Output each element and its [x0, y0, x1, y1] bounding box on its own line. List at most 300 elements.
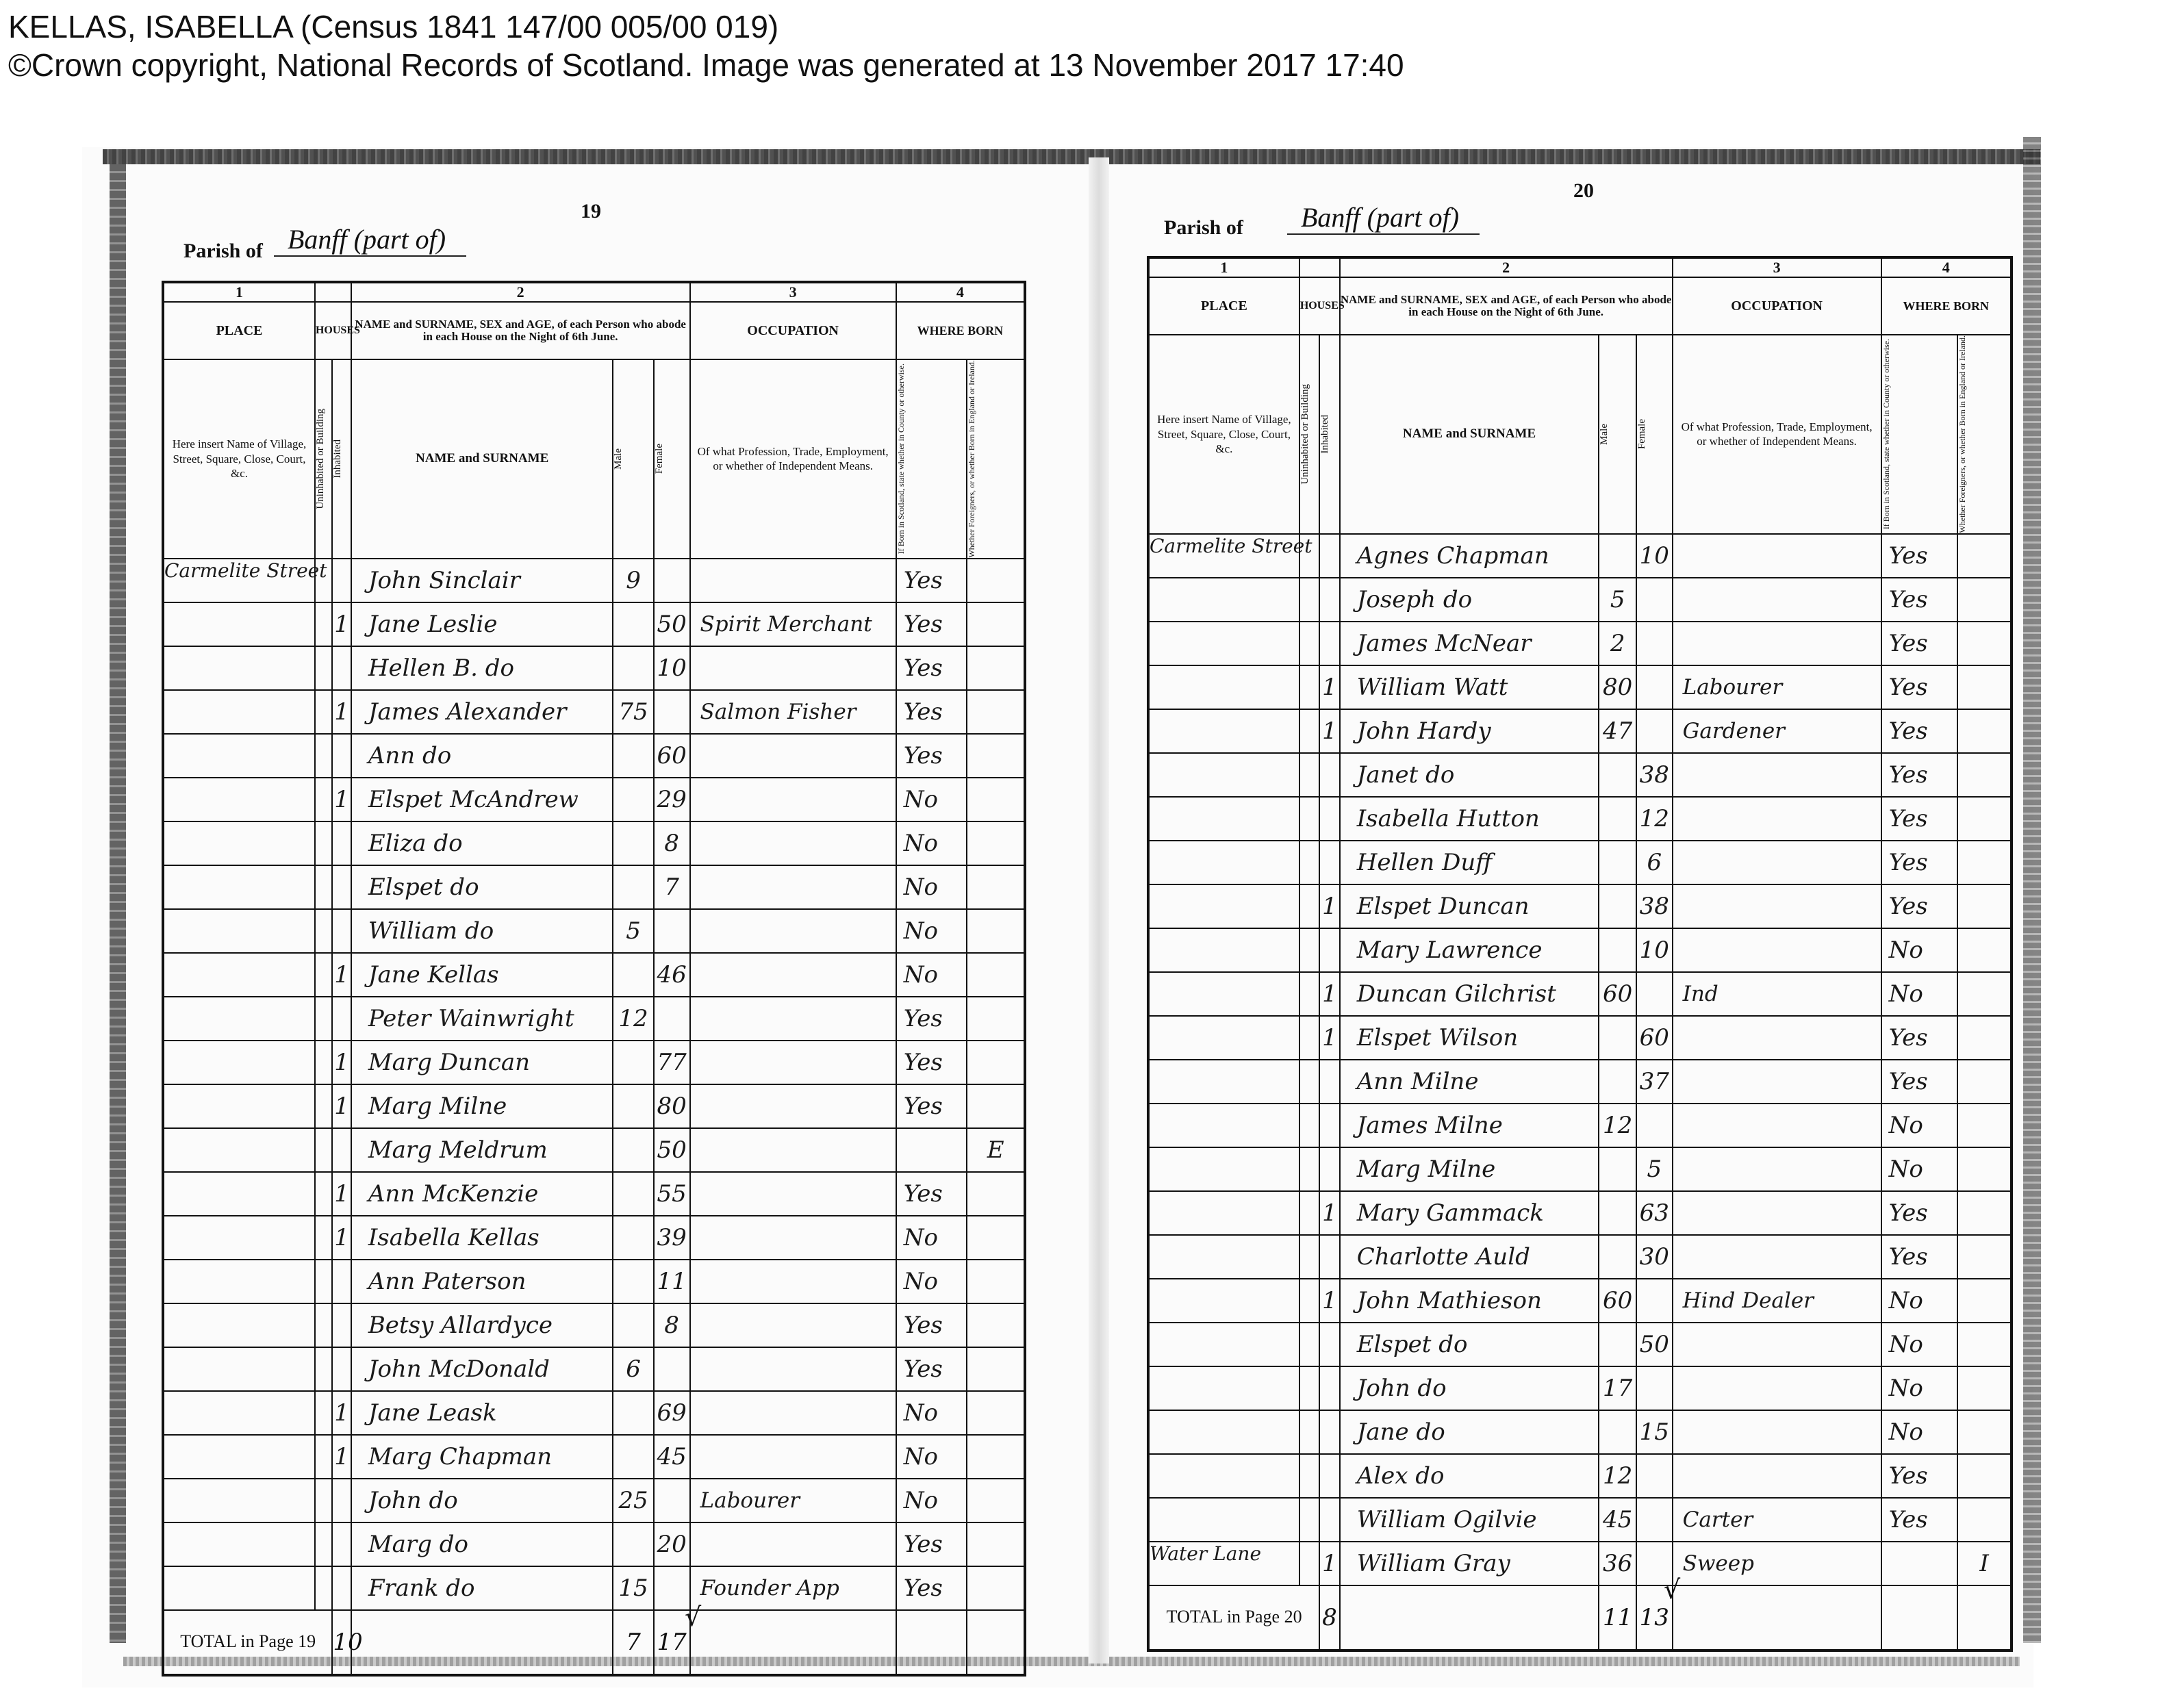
table-row: [163, 734, 1025, 778]
occupation-cell: [1673, 797, 1881, 841]
occupation-cell: [1673, 1235, 1881, 1279]
name-cell: James Alexander: [351, 690, 613, 734]
uninhabited-cell: [1299, 753, 1319, 797]
male-age-cell: [613, 1391, 653, 1435]
female-age-cell: [1636, 1498, 1673, 1542]
inhabited-cell: 1: [332, 1084, 351, 1128]
occupation-cell: [690, 646, 896, 690]
total-houses: 8: [1319, 1585, 1339, 1650]
inhabited-cell: [332, 1566, 351, 1610]
uninhabited-header: Uninhabited or Building: [314, 408, 326, 509]
uninhabited-cell: [1299, 665, 1319, 709]
col-number: 1: [163, 282, 315, 302]
female-age-cell: 39: [654, 1216, 690, 1260]
inhabited-cell: [332, 1347, 351, 1391]
male-age-cell: [1599, 753, 1636, 797]
uninhabited-cell: [1299, 1323, 1319, 1366]
name-cell: John Hardy: [1340, 709, 1599, 753]
total-label: TOTAL in Page 20: [1148, 1585, 1319, 1650]
born-county-cell: Yes: [896, 1084, 967, 1128]
male-age-cell: 6: [613, 1347, 653, 1391]
place-header: PLACE: [163, 302, 315, 359]
born-county-cell: No: [1881, 1147, 1957, 1191]
place-cell: [1148, 1191, 1299, 1235]
occupation-cell: [690, 1084, 896, 1128]
born-foreign-cell: [1957, 534, 2012, 578]
male-age-cell: [1599, 1191, 1636, 1235]
table-row: [163, 953, 1025, 997]
uninhabited-cell: [315, 734, 332, 778]
table-row: [163, 865, 1025, 909]
table-row: [163, 1303, 1025, 1347]
name-cell: William Ogilvie: [1340, 1498, 1599, 1542]
where-born-header: WHERE BORN: [896, 302, 1025, 359]
male-age-cell: [613, 1041, 653, 1084]
born-county-cell: No: [896, 1435, 967, 1479]
female-age-cell: 45: [654, 1435, 690, 1479]
inhabited-cell: [1319, 1323, 1339, 1366]
place-cell: [163, 1522, 315, 1566]
table-row: [163, 1041, 1025, 1084]
male-age-cell: 12: [1599, 1454, 1636, 1498]
occupation-cell: [1673, 884, 1881, 928]
occupation-cell: [1673, 1454, 1881, 1498]
place-cell: [163, 1479, 315, 1522]
born-county-cell: Yes: [1881, 534, 1957, 578]
inhabited-cell: 1: [332, 1435, 351, 1479]
place-cell: [1148, 1323, 1299, 1366]
male-age-cell: 15: [613, 1566, 653, 1610]
female-age-cell: [1636, 1366, 1673, 1410]
inhabited-cell: [332, 1522, 351, 1566]
male-age-cell: [1599, 1060, 1636, 1104]
uninhabited-cell: [1299, 1104, 1319, 1147]
place-cell: [163, 1347, 315, 1391]
uninhabited-cell: [315, 602, 332, 646]
born-county-cell: Yes: [896, 1566, 967, 1610]
female-age-cell: 30: [1636, 1235, 1673, 1279]
occupation-cell: [1673, 1410, 1881, 1454]
uninhabited-cell: [315, 1435, 332, 1479]
female-age-cell: 37: [1636, 1060, 1673, 1104]
born-county-cell: Yes: [1881, 578, 1957, 622]
name-cell: Jane Leslie: [351, 602, 613, 646]
occupation-cell: [690, 1128, 896, 1172]
total-houses: 10: [332, 1610, 351, 1675]
name-cell: James Milne: [1340, 1104, 1599, 1147]
inhabited-cell: [332, 559, 351, 602]
male-age-cell: 5: [613, 909, 653, 953]
check-mark-icon: √: [1664, 1575, 1681, 1605]
name-cell: Elspet McAndrew: [351, 778, 613, 821]
uninhabited-cell: [1299, 578, 1319, 622]
born-foreign-cell: [1957, 1498, 2012, 1542]
place-cell: [163, 602, 315, 646]
male-age-cell: [1599, 884, 1636, 928]
name-cell: Isabella Hutton: [1340, 797, 1599, 841]
houses-header: HOUSES: [1299, 277, 1340, 335]
inhabited-cell: 1: [332, 778, 351, 821]
born-foreign-cell: [967, 1260, 1025, 1303]
born-county-cell: No: [896, 909, 967, 953]
male-age-cell: [1599, 1016, 1636, 1060]
table-row: [1148, 1060, 2012, 1104]
born-county-cell: [1881, 1542, 1957, 1585]
male-age-cell: 12: [1599, 1104, 1636, 1147]
place-cell: [163, 1435, 315, 1479]
female-age-cell: 77: [654, 1041, 690, 1084]
table-row: [163, 1084, 1025, 1128]
born-foreign-cell: [1957, 1410, 2012, 1454]
born-county-cell: No: [1881, 1366, 1957, 1410]
name-cell: John Mathieson: [1340, 1279, 1599, 1323]
table-row: [163, 821, 1025, 865]
name-cell: John McDonald: [351, 1347, 613, 1391]
inhabited-cell: [1319, 841, 1339, 884]
occupation-cell: [690, 1216, 896, 1260]
born-county-cell: Yes: [1881, 1016, 1957, 1060]
born-county-cell: Yes: [896, 646, 967, 690]
name-cell: Peter Wainwright: [351, 997, 613, 1041]
name-cell: William Watt: [1340, 665, 1599, 709]
uninhabited-cell: [315, 1172, 332, 1216]
born-foreign-cell: [1957, 1366, 2012, 1410]
female-age-cell: [1636, 1104, 1673, 1147]
inhabited-cell: [1319, 578, 1339, 622]
male-age-cell: [613, 953, 653, 997]
female-age-cell: 63: [1636, 1191, 1673, 1235]
occupation-cell: [1673, 1366, 1881, 1410]
table-row: [163, 1347, 1025, 1391]
born-foreign-cell: [967, 602, 1025, 646]
table-row: [163, 602, 1025, 646]
uninhabited-cell: [1299, 1147, 1319, 1191]
name-cell: Ann Paterson: [351, 1260, 613, 1303]
occupation-cell: [1673, 841, 1881, 884]
occupation-cell: Spirit Merchant: [690, 602, 896, 646]
col-number: 2: [351, 282, 690, 302]
inhabited-cell: 1: [1319, 1016, 1339, 1060]
col-number: 1: [1148, 257, 1299, 277]
born-foreign-cell: [967, 1303, 1025, 1347]
place-cell: [163, 1216, 315, 1260]
name-cell: Joseph do: [1340, 578, 1599, 622]
inhabited-cell: [1319, 1104, 1339, 1147]
female-age-cell: 55: [654, 1172, 690, 1216]
born-foreign-cell: [1957, 622, 2012, 665]
name-cell: Jane Leask: [351, 1391, 613, 1435]
place-cell: [163, 1303, 315, 1347]
uninhabited-cell: [315, 953, 332, 997]
born-foreign-cell: I: [1957, 1542, 2012, 1585]
born-foreign-cell: [967, 1522, 1025, 1566]
male-header: Male: [613, 448, 624, 470]
uninhabited-cell: [1299, 884, 1319, 928]
female-age-cell: 38: [1636, 884, 1673, 928]
born-foreign-cell: [967, 646, 1025, 690]
inhabited-cell: [332, 1303, 351, 1347]
name-cell: Duncan Gilchrist: [1340, 972, 1599, 1016]
place-cell: [1148, 1235, 1299, 1279]
occupation-cell: [690, 559, 896, 602]
occupation-cell: [1673, 1147, 1881, 1191]
born-county-cell: No: [1881, 928, 1957, 972]
total-female: 17: [654, 1610, 690, 1675]
born-county-cell: No: [896, 953, 967, 997]
table-row: [1148, 972, 2012, 1016]
name-cell: William do: [351, 909, 613, 953]
female-age-cell: 15: [1636, 1410, 1673, 1454]
occupation-cell: [1673, 578, 1881, 622]
born-foreign-header: Whether Foreigners, or whether Born in England or Ireland.: [1957, 335, 1968, 533]
name-header: NAME and SURNAME: [351, 359, 613, 559]
table-row: [1148, 1147, 2012, 1191]
female-age-cell: 8: [654, 1303, 690, 1347]
place-cell: [163, 953, 315, 997]
male-age-cell: 12: [613, 997, 653, 1041]
inhabited-cell: [1319, 622, 1339, 665]
occupation-cell: [690, 1172, 896, 1216]
table-row: [1148, 1410, 2012, 1454]
uninhabited-cell: [1299, 1542, 1319, 1585]
occupation-cell: [690, 734, 896, 778]
born-county-cell: No: [1881, 1323, 1957, 1366]
uninhabited-cell: [1299, 1279, 1319, 1323]
born-foreign-cell: [1957, 1060, 2012, 1104]
female-age-cell: [654, 690, 690, 734]
occupation-header: OCCUPATION: [690, 302, 896, 359]
table-row: [1148, 665, 2012, 709]
name-header: NAME and SURNAME: [1340, 335, 1599, 534]
table-row: [163, 1566, 1025, 1610]
born-county-header: If Born in Scotland, state whether in County or otherwise.: [896, 364, 906, 555]
name-cell: Hellen Duff: [1340, 841, 1599, 884]
col-number: 4: [896, 282, 1025, 302]
male-age-cell: 60: [1599, 1279, 1636, 1323]
uninhabited-cell: [1299, 1016, 1319, 1060]
occupation-cell: Labourer: [690, 1479, 896, 1522]
occupation-cell: Sweep: [1673, 1542, 1881, 1585]
place-cell: [1148, 665, 1299, 709]
place-cell: [1148, 928, 1299, 972]
name-cell: Agnes Chapman: [1340, 534, 1599, 578]
name-cell: James McNear: [1340, 622, 1599, 665]
table-row: [1148, 1366, 2012, 1410]
uninhabited-cell: [315, 690, 332, 734]
inhabited-cell: [1319, 928, 1339, 972]
born-foreign-cell: [967, 1435, 1025, 1479]
name-cell: Mary Lawrence: [1340, 928, 1599, 972]
inhabited-cell: 1: [1319, 1542, 1339, 1585]
born-county-cell: Yes: [1881, 1498, 1957, 1542]
occupation-cell: Labourer: [1673, 665, 1881, 709]
born-foreign-cell: [967, 1347, 1025, 1391]
female-age-cell: 5: [1636, 1147, 1673, 1191]
born-county-cell: Yes: [1881, 841, 1957, 884]
place-cell: [1148, 1147, 1299, 1191]
place-cell: [1148, 1410, 1299, 1454]
table-row: [1148, 1542, 2012, 1585]
female-age-cell: 10: [654, 646, 690, 690]
male-age-cell: 75: [613, 690, 653, 734]
place-cell: [1148, 1060, 1299, 1104]
female-age-cell: 10: [1636, 534, 1673, 578]
female-age-cell: [1636, 1279, 1673, 1323]
inhabited-cell: 1: [332, 690, 351, 734]
total-female: 13: [1636, 1585, 1673, 1650]
place-cell: [163, 821, 315, 865]
born-foreign-cell: [967, 1216, 1025, 1260]
table-row: [1148, 1191, 2012, 1235]
occupation-cell: [690, 1260, 896, 1303]
born-county-cell: [896, 1128, 967, 1172]
place-cell: [163, 1391, 315, 1435]
born-county-cell: Yes: [896, 1172, 967, 1216]
uninhabited-cell: [315, 1260, 332, 1303]
born-foreign-cell: [1957, 1454, 2012, 1498]
name-cell: Elspet Wilson: [1340, 1016, 1599, 1060]
table-row: [163, 997, 1025, 1041]
place-cell: [1148, 1454, 1299, 1498]
born-foreign-cell: [967, 1041, 1025, 1084]
born-foreign-cell: [1957, 709, 2012, 753]
occupation-cell: Ind: [1673, 972, 1881, 1016]
born-county-cell: Yes: [1881, 709, 1957, 753]
name-cell: Marg Duncan: [351, 1041, 613, 1084]
name-cell: Eliza do: [351, 821, 613, 865]
inhabited-cell: [1319, 1235, 1339, 1279]
table-row: [163, 1522, 1025, 1566]
male-age-cell: 17: [1599, 1366, 1636, 1410]
male-age-cell: [613, 1216, 653, 1260]
born-county-cell: Yes: [1881, 1454, 1957, 1498]
female-age-cell: 60: [1636, 1016, 1673, 1060]
born-foreign-cell: [1957, 884, 2012, 928]
born-foreign-cell: [1957, 665, 2012, 709]
name-cell: Marg Chapman: [351, 1435, 613, 1479]
place-cell: [1148, 578, 1299, 622]
born-county-cell: Yes: [896, 559, 967, 602]
table-row: [1148, 1498, 2012, 1542]
place-cell: Water Lane: [1148, 1542, 1299, 1585]
born-county-cell: Yes: [1881, 1060, 1957, 1104]
book-edge: [2023, 137, 2041, 1643]
inhabited-cell: [1319, 797, 1339, 841]
inhabited-header: Inhabited: [1319, 414, 1331, 454]
born-foreign-cell: [967, 778, 1025, 821]
name-cell: Marg Milne: [351, 1084, 613, 1128]
born-county-cell: Yes: [896, 690, 967, 734]
uninhabited-cell: [315, 1479, 332, 1522]
table-row: [163, 1479, 1025, 1522]
female-age-cell: 6: [1636, 841, 1673, 884]
female-age-cell: 12: [1636, 797, 1673, 841]
occupation-instruction: Of what Profession, Trade, Employment, or whether of Independent Means.: [690, 359, 896, 559]
place-cell: [1148, 841, 1299, 884]
inhabited-cell: [332, 909, 351, 953]
place-cell: [163, 865, 315, 909]
name-cell: Isabella Kellas: [351, 1216, 613, 1260]
uninhabited-cell: [315, 997, 332, 1041]
name-age-header: NAME and SURNAME, SEX and AGE, of each Person who abode in each House on the Night of 6th June.: [351, 302, 690, 359]
inhabited-cell: [332, 734, 351, 778]
female-age-cell: 10: [1636, 928, 1673, 972]
table-row: [1148, 753, 2012, 797]
page-number: 20: [1573, 179, 1594, 202]
name-cell: Hellen B. do: [351, 646, 613, 690]
male-age-cell: [613, 1172, 653, 1216]
inhabited-cell: [332, 997, 351, 1041]
born-foreign-cell: [1957, 797, 2012, 841]
male-age-cell: 5: [1599, 578, 1636, 622]
inhabited-cell: [332, 1128, 351, 1172]
uninhabited-cell: [315, 865, 332, 909]
uninhabited-cell: [1299, 1191, 1319, 1235]
inhabited-cell: 1: [1319, 665, 1339, 709]
male-age-cell: 45: [1599, 1498, 1636, 1542]
book-gutter: [1089, 157, 1109, 1664]
place-cell: [1148, 1366, 1299, 1410]
female-age-cell: 11: [654, 1260, 690, 1303]
uninhabited-cell: [1299, 972, 1319, 1016]
place-cell: [163, 778, 315, 821]
place-cell: [163, 1084, 315, 1128]
female-age-cell: 7: [654, 865, 690, 909]
born-county-header: If Born in Scotland, state whether in County or otherwise.: [1881, 339, 1891, 530]
born-county-cell: No: [1881, 972, 1957, 1016]
born-county-cell: No: [896, 778, 967, 821]
uninhabited-cell: [315, 909, 332, 953]
uninhabited-cell: [1299, 841, 1319, 884]
place-cell: [1148, 1498, 1299, 1542]
place-instruction: Here insert Name of Village, Street, Square, Close, Court, &c.: [163, 359, 315, 559]
place-cell: Carmelite Street: [1148, 534, 1299, 578]
female-age-cell: [654, 997, 690, 1041]
parish-label: Parish of: [1164, 216, 1243, 239]
inhabited-cell: [332, 821, 351, 865]
female-age-cell: [654, 909, 690, 953]
female-age-cell: 20: [654, 1522, 690, 1566]
total-male: 11: [1599, 1585, 1636, 1650]
born-county-cell: Yes: [1881, 1235, 1957, 1279]
occupation-cell: [1673, 1016, 1881, 1060]
occupation-cell: [690, 953, 896, 997]
inhabited-cell: 1: [1319, 884, 1339, 928]
male-age-cell: [613, 646, 653, 690]
born-county-cell: No: [896, 1479, 967, 1522]
male-age-cell: 2: [1599, 622, 1636, 665]
total-label: TOTAL in Page 19: [163, 1610, 332, 1675]
table-row: [1148, 1104, 2012, 1147]
table-row: [163, 690, 1025, 734]
uninhabited-cell: [1299, 1366, 1319, 1410]
occupation-cell: [690, 909, 896, 953]
born-foreign-cell: [1957, 1104, 2012, 1147]
born-foreign-cell: [1957, 1279, 2012, 1323]
born-county-cell: Yes: [896, 1347, 967, 1391]
place-cell: [163, 1260, 315, 1303]
uninhabited-cell: [1299, 709, 1319, 753]
female-age-cell: 60: [654, 734, 690, 778]
table-row: [163, 1391, 1025, 1435]
name-cell: Janet do: [1340, 753, 1599, 797]
occupation-cell: [690, 865, 896, 909]
inhabited-cell: 1: [1319, 1279, 1339, 1323]
parish-value: Banff (part of): [274, 223, 466, 257]
inhabited-header: Inhabited: [332, 439, 344, 479]
female-age-cell: [1636, 972, 1673, 1016]
occupation-cell: [1673, 622, 1881, 665]
